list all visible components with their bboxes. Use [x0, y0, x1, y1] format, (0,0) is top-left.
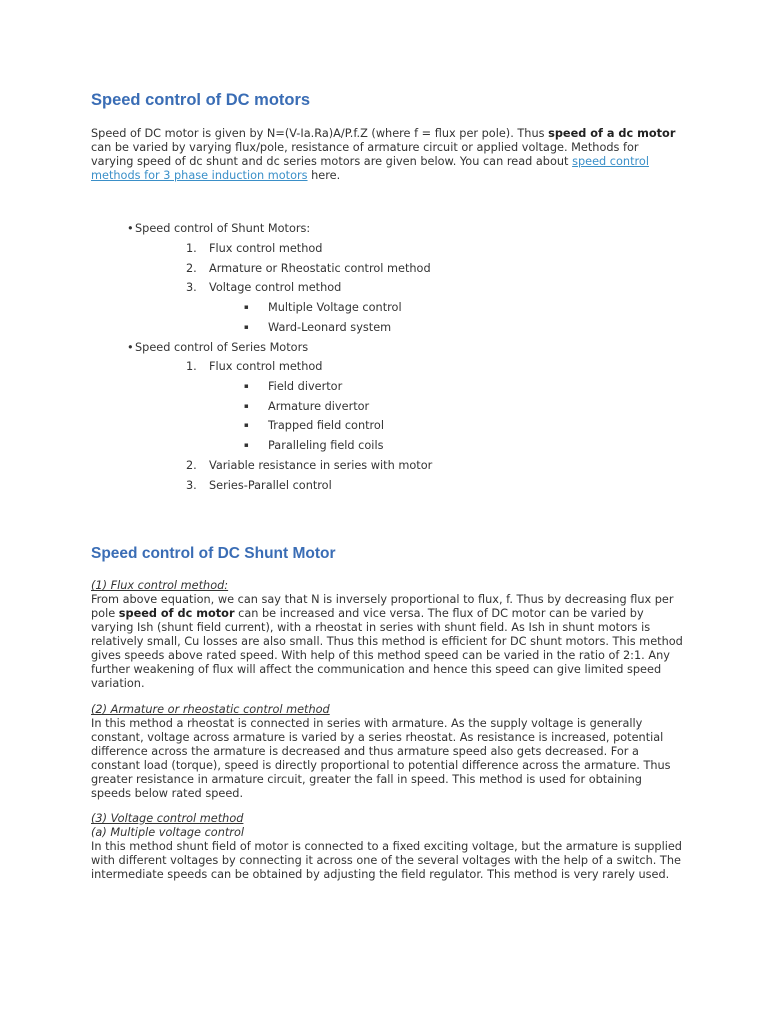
- multiple-voltage-subtitle: (a) Multiple voltage control: [91, 826, 244, 839]
- item-label: Armature divertor: [268, 400, 370, 413]
- flux-text-2: can be increased and vice versa. The flux of DC motor can be varied by varying Ish (shunt field current), with a rheostat in series with shunt field. As Ish in shunt motors is relatively small, Cu losses are also small. Thus this method is efficient for DC shunt motors. This method gives speeds above rated speed. With help of this method speed can be varied in the ratio of 2:1. Any further weakening of flux will affect the communication and hence this speed can give limited speed variation.: [91, 607, 683, 690]
- item-number: 1.: [186, 360, 197, 373]
- bullet-icon: •: [127, 341, 134, 354]
- voltage-control-section: [91, 812, 683, 882]
- item-label: Series-Parallel control: [209, 479, 332, 492]
- page-title: Speed control of DC motors: [91, 91, 311, 109]
- item-label: Multiple Voltage control: [268, 301, 402, 314]
- flux-control-title: (1) Flux control method:: [91, 579, 229, 592]
- item-label: Flux control method: [209, 242, 323, 255]
- item-label: Variable resistance in series with motor: [209, 459, 433, 472]
- induction-motor-link[interactable]: speed control methods for 3 phase induction motors: [91, 155, 649, 182]
- intro-text-3: here.: [307, 169, 341, 182]
- intro-paragraph: [91, 127, 683, 183]
- item-label: Trapped field control: [268, 419, 384, 432]
- item-label: Armature or Rheostatic control method: [209, 262, 431, 275]
- item-number: 3.: [186, 479, 197, 492]
- item-label: Ward-Leonard system: [268, 321, 392, 334]
- series-heading: Speed control of Series Motors: [135, 341, 309, 354]
- shunt-heading: Speed control of Shunt Motors:: [135, 222, 311, 235]
- item-number: 2.: [186, 262, 197, 275]
- item-label: Field divertor: [268, 380, 343, 393]
- flux-bold: speed of dc motor: [118, 607, 235, 620]
- armature-control-section: [91, 703, 683, 801]
- voltage-control-title: (3) Voltage control method: [91, 812, 244, 825]
- intro-text-2: can be varied by varying flux/pole, resistance of armature circuit or applied voltage. Methods for varying speed of dc shunt and dc series motors are given below. You can read about: [91, 141, 639, 168]
- bullet-icon: •: [127, 222, 134, 235]
- item-label: Paralleling field coils: [268, 439, 384, 452]
- square-bullet-icon: ▪: [244, 382, 249, 390]
- armature-body: In this method a rheostat is connected in series with armature. As the supply voltage is generally constant, voltage across armature is varied by a series rheostat. As resistance is increased, potential difference across the armature is decreased and thus armature speed also gets decreased. For a constant load (torque), speed is directly proportional to potential difference across the armature. Thus greater resistance in armature circuit, greater the fall in speed. This method is used for obtaining speeds below rated speed.: [91, 717, 671, 800]
- square-bullet-icon: ▪: [244, 323, 249, 331]
- square-bullet-icon: ▪: [244, 303, 249, 311]
- flux-control-section: [91, 579, 683, 691]
- item-number: 2.: [186, 459, 197, 472]
- voltage-body: In this method shunt field of motor is connected to a fixed exciting voltage, but the armature is supplied with different voltages by connecting it across one of the several voltages with the help of a switch. The intermediate speeds can be obtained by adjusting the field regulator. This method is very rarely used.: [91, 840, 682, 881]
- intro-bold: speed of a dc motor: [548, 127, 676, 140]
- armature-control-title: (2) Armature or rheostatic control method: [91, 703, 330, 716]
- square-bullet-icon: ▪: [244, 421, 249, 429]
- square-bullet-icon: ▪: [244, 441, 249, 449]
- square-bullet-icon: ▪: [244, 402, 249, 410]
- flux-text-1: From above equation, we can say that N is inversely proportional to flux, f. Thus by decreasing flux per pole: [91, 593, 674, 620]
- intro-text-1: Speed of DC motor is given by N=(V-Ia.Ra)A/P.f.Z (where f = flux per pole). Thus: [91, 127, 549, 140]
- item-label: Voltage control method: [209, 281, 342, 294]
- section-heading: Speed control of DC Shunt Motor: [91, 545, 336, 562]
- item-number: 3.: [186, 281, 197, 294]
- item-label: Flux control method: [209, 360, 323, 373]
- item-number: 1.: [186, 242, 197, 255]
